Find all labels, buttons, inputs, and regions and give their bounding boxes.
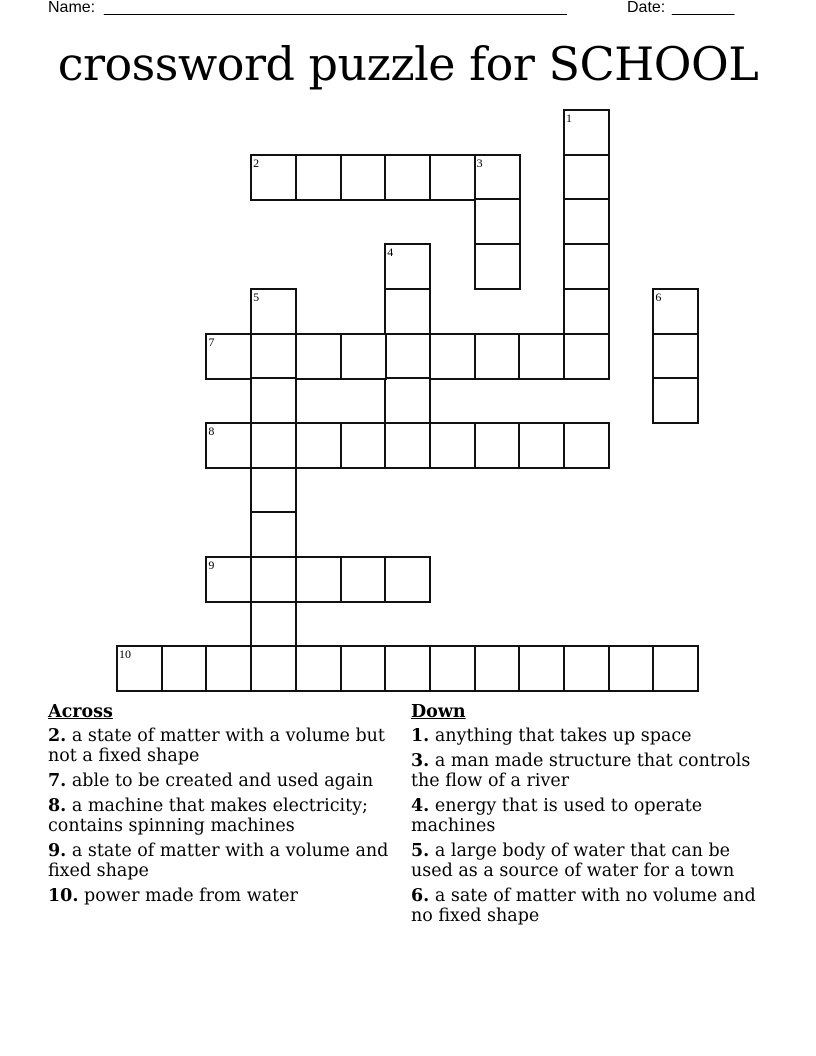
clue-across-2 [48,726,393,766]
clue-text: anything that takes up space [434,726,692,746]
crossword-cell[interactable] [563,243,610,290]
crossword-cell[interactable] [429,645,476,692]
crossword-cell[interactable] [652,645,699,692]
clue-number: 4. [411,796,430,816]
crossword-cell[interactable] [429,154,476,201]
crossword-cell[interactable] [474,198,521,245]
crossword-cell[interactable] [205,645,252,692]
crossword-cell[interactable] [295,556,342,603]
clue-number: 6. [411,886,430,906]
crossword-cell[interactable] [340,154,387,201]
crossword-cell[interactable] [295,422,342,469]
crossword-cell[interactable] [563,333,610,380]
clue-number: 7. [48,771,67,791]
crossword-cell[interactable] [474,243,521,290]
crossword-cell[interactable] [384,377,431,424]
across-heading: Across [48,702,113,722]
crossword-cell[interactable] [563,288,610,335]
cell-number: 2 [253,155,260,170]
crossword-cell[interactable] [384,645,431,692]
crossword-cell[interactable] [384,288,431,335]
crossword-cell[interactable] [205,333,252,380]
crossword-cell[interactable] [340,333,387,380]
clue-text: able to be created and used again [71,771,374,791]
crossword-cell[interactable] [563,645,610,692]
crossword-cell[interactable] [250,333,297,380]
clue-text: a machine that makes electricity; contains spinning machines [48,796,368,836]
crossword-cell[interactable] [250,422,297,469]
clue-across-9 [48,841,393,881]
down-clues [411,702,756,931]
clue-text: a large body of water that can be used as a source of water for a town [411,841,735,881]
cell-number: 8 [208,423,215,438]
cell-number: 4 [387,245,394,260]
crossword-cell[interactable] [563,422,610,469]
crossword-cell[interactable] [250,556,297,603]
crossword-cell[interactable] [429,422,476,469]
crossword-cell[interactable] [518,645,565,692]
crossword-cell[interactable] [474,154,521,201]
cell-number: 3 [476,155,483,170]
clue-down-4 [411,796,756,836]
crossword-cell[interactable] [384,154,431,201]
clue-across-7 [48,771,393,791]
crossword-cell[interactable] [250,377,297,424]
crossword-cell[interactable] [295,645,342,692]
cell-number: 9 [208,558,215,572]
cell-number: 6 [655,289,662,304]
clue-down-6 [411,886,756,926]
crossword-cell[interactable] [652,377,699,424]
date-field-line: _______ [672,0,735,16]
clue-across-8 [48,796,393,836]
crossword-cell[interactable] [384,243,431,290]
clue-number: 1. [411,726,430,746]
crossword-cell[interactable] [652,333,699,380]
clue-text: energy that is used to operate machines [411,796,703,836]
crossword-cell[interactable] [340,422,387,469]
across-clues [48,702,393,911]
clue-text: a state of matter with a volume and fixed shape [48,841,389,881]
date-label: Date: [627,0,666,16]
crossword-cell[interactable] [474,645,521,692]
crossword-cell[interactable] [250,601,297,648]
clue-down-3 [411,751,756,791]
cell-number: 5 [253,289,260,304]
down-heading: Down [411,702,466,722]
crossword-cell[interactable] [563,154,610,201]
crossword-cell[interactable] [161,645,208,692]
crossword-cell[interactable] [518,333,565,380]
crossword-cell[interactable] [250,645,297,692]
crossword-cell[interactable] [340,645,387,692]
cell-number: 7 [208,334,215,349]
crossword-cell[interactable] [429,333,476,380]
clue-number: 8. [48,796,67,816]
clue-down-1 [411,726,756,746]
crossword-cell[interactable] [205,422,252,469]
crossword-cell[interactable] [250,154,297,201]
clue-number: 5. [411,841,430,861]
clue-text: a state of matter with a volume but not a fixed shape [48,726,385,766]
name-field-line: ____________________________________________________ [104,0,567,16]
clue-text: power made from water [84,886,298,906]
clue-across-10 [48,886,393,906]
crossword-cell[interactable] [384,556,431,603]
cell-number: 1 [566,111,572,125]
crossword-cell[interactable] [295,333,342,380]
crossword-cell[interactable] [474,422,521,469]
clue-number: 3. [411,751,430,771]
cell-number: 10 [119,647,131,662]
name-label: Name: [48,0,96,16]
crossword-cell[interactable] [250,288,297,335]
clue-number: 10. [48,886,79,906]
crossword-cell[interactable] [205,556,252,603]
crossword-cell[interactable] [384,422,431,469]
crossword-cell[interactable] [608,645,655,692]
crossword-cell[interactable] [563,198,610,245]
crossword-cell[interactable] [295,154,342,201]
crossword-cell[interactable] [116,645,163,692]
clue-number: 2. [48,726,67,746]
crossword-cell[interactable] [518,422,565,469]
page-title: crossword puzzle for SCHOOL [57,37,759,91]
crossword-cell[interactable] [384,333,431,380]
clue-number: 9. [48,841,67,861]
crossword-cell[interactable] [474,333,521,380]
crossword-cell[interactable] [652,288,699,335]
crossword-cell[interactable] [563,109,610,156]
crossword-cell[interactable] [340,556,387,603]
crossword-cell[interactable] [250,511,297,558]
crossword-cell[interactable] [250,467,297,514]
clue-down-5 [411,841,756,881]
clue-text: a man made structure that controls the flow of a river [411,751,751,791]
clue-text: a sate of matter with no volume and no fixed shape [411,886,756,926]
